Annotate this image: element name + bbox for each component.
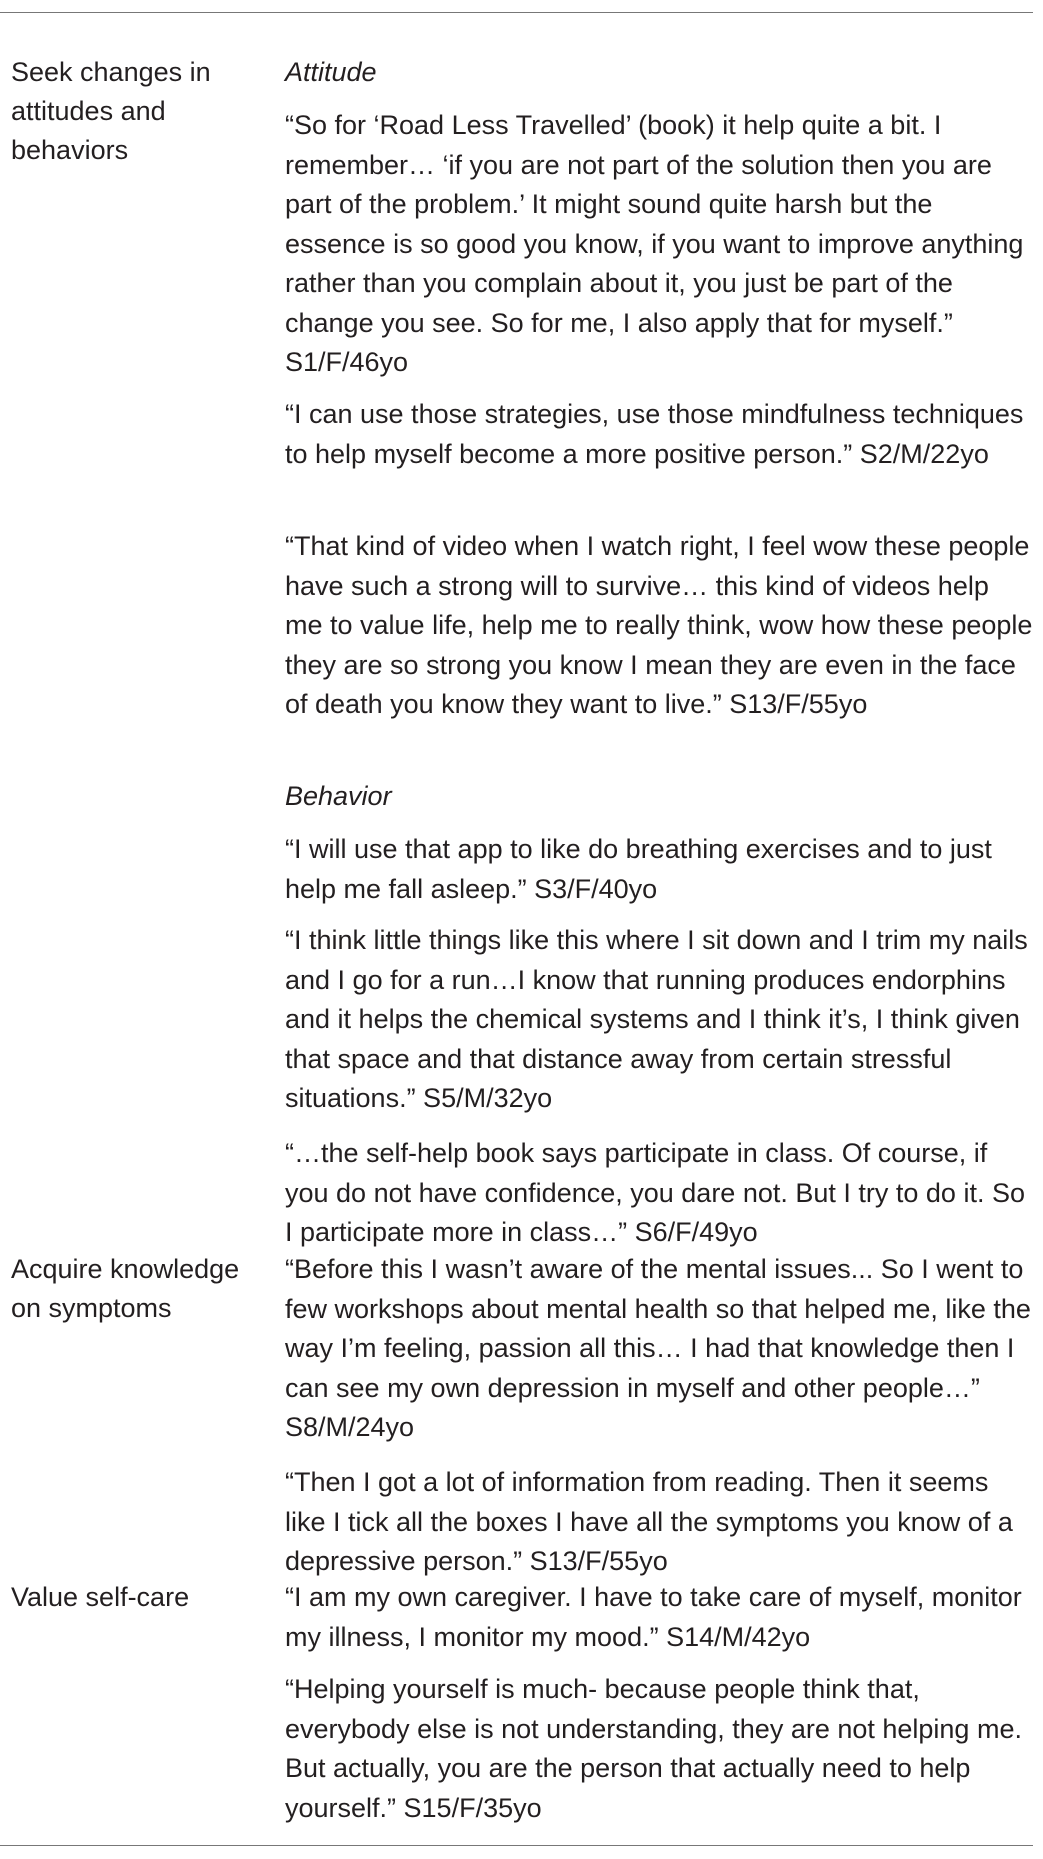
quote-s15: “Helping yourself is much- because people think that, everybody else is not understanding, they are not helping me. But actually, you are the person that actually need to help yourself.” S15/F/35yo <box>285 1674 1022 1823</box>
quote-s5: “I think little things like this where I sit down and I trim my nails and I go for a run…I know that running produces endorphins and it helps the chemical systems and I think it’s, I think given that space and that distance away from certain stressful situations.” S5/M/32yo <box>285 925 1028 1113</box>
theme-label-seek-changes: Seek changes in attitudes and behaviors <box>11 57 211 165</box>
quote-s6: “…the self-help book says participate in class. Of course, if you do not have confidence, you dare not. But I try to do it. So I participate more in class…” S6/F/49yo <box>285 1138 1025 1247</box>
quote-s1: “So for ‘Road Less Travelled’ (book) it help quite a bit. I remember… ‘if you are not part of the solution then you are part of the problem.’ It might sound quite harsh but the essence is so good you know, if you want to improve anything rather than you complain about it, you just be part of the change you see. So for me, I also apply that for myself.” S1/F/46yo <box>285 110 1024 377</box>
theme-label-value-self-care: Value self-care <box>11 1582 190 1612</box>
table-top-rule <box>0 12 1033 13</box>
theme-label-acquire-knowledge: Acquire knowledge on symptoms <box>11 1254 240 1323</box>
quote-s2: “I can use those strategies, use those mindfulness techniques to help myself become a more positive person.” S2/M/22yo <box>285 399 1024 469</box>
quote-s13-reading: “Then I got a lot of information from reading. Then it seems like I tick all the boxes I have all the symptoms you know of a depressive person.” S13/F/55yo <box>285 1467 1013 1576</box>
subhead-behavior: Behavior <box>285 781 392 811</box>
quote-s14: “I am my own caregiver. I have to take care of myself, monitor my illness, I monitor my mood.” S14/M/42yo <box>285 1582 1022 1652</box>
table-bottom-rule <box>0 1845 1033 1846</box>
subhead-attitude: Attitude <box>285 57 377 87</box>
quote-s3: “I will use that app to like do breathing exercises and to just help me fall asleep.” S3/F/40yo <box>285 834 992 904</box>
quote-s13-video: “That kind of video when I watch right, I feel wow these people have such a strong will to survive… this kind of videos help me to value life, help me to really think, wow how these people they are so strong you know I mean they are even in the face of death you know they want to live.” S13/F/55yo <box>285 531 1033 719</box>
quote-s8: “Before this I wasn’t aware of the mental issues... So I went to few workshops about mental health so that helped me, like the way I’m feeling, passion all this… I had that knowledge then I can see my own depression in myself and other people…” S8/M/24yo <box>285 1254 1031 1442</box>
